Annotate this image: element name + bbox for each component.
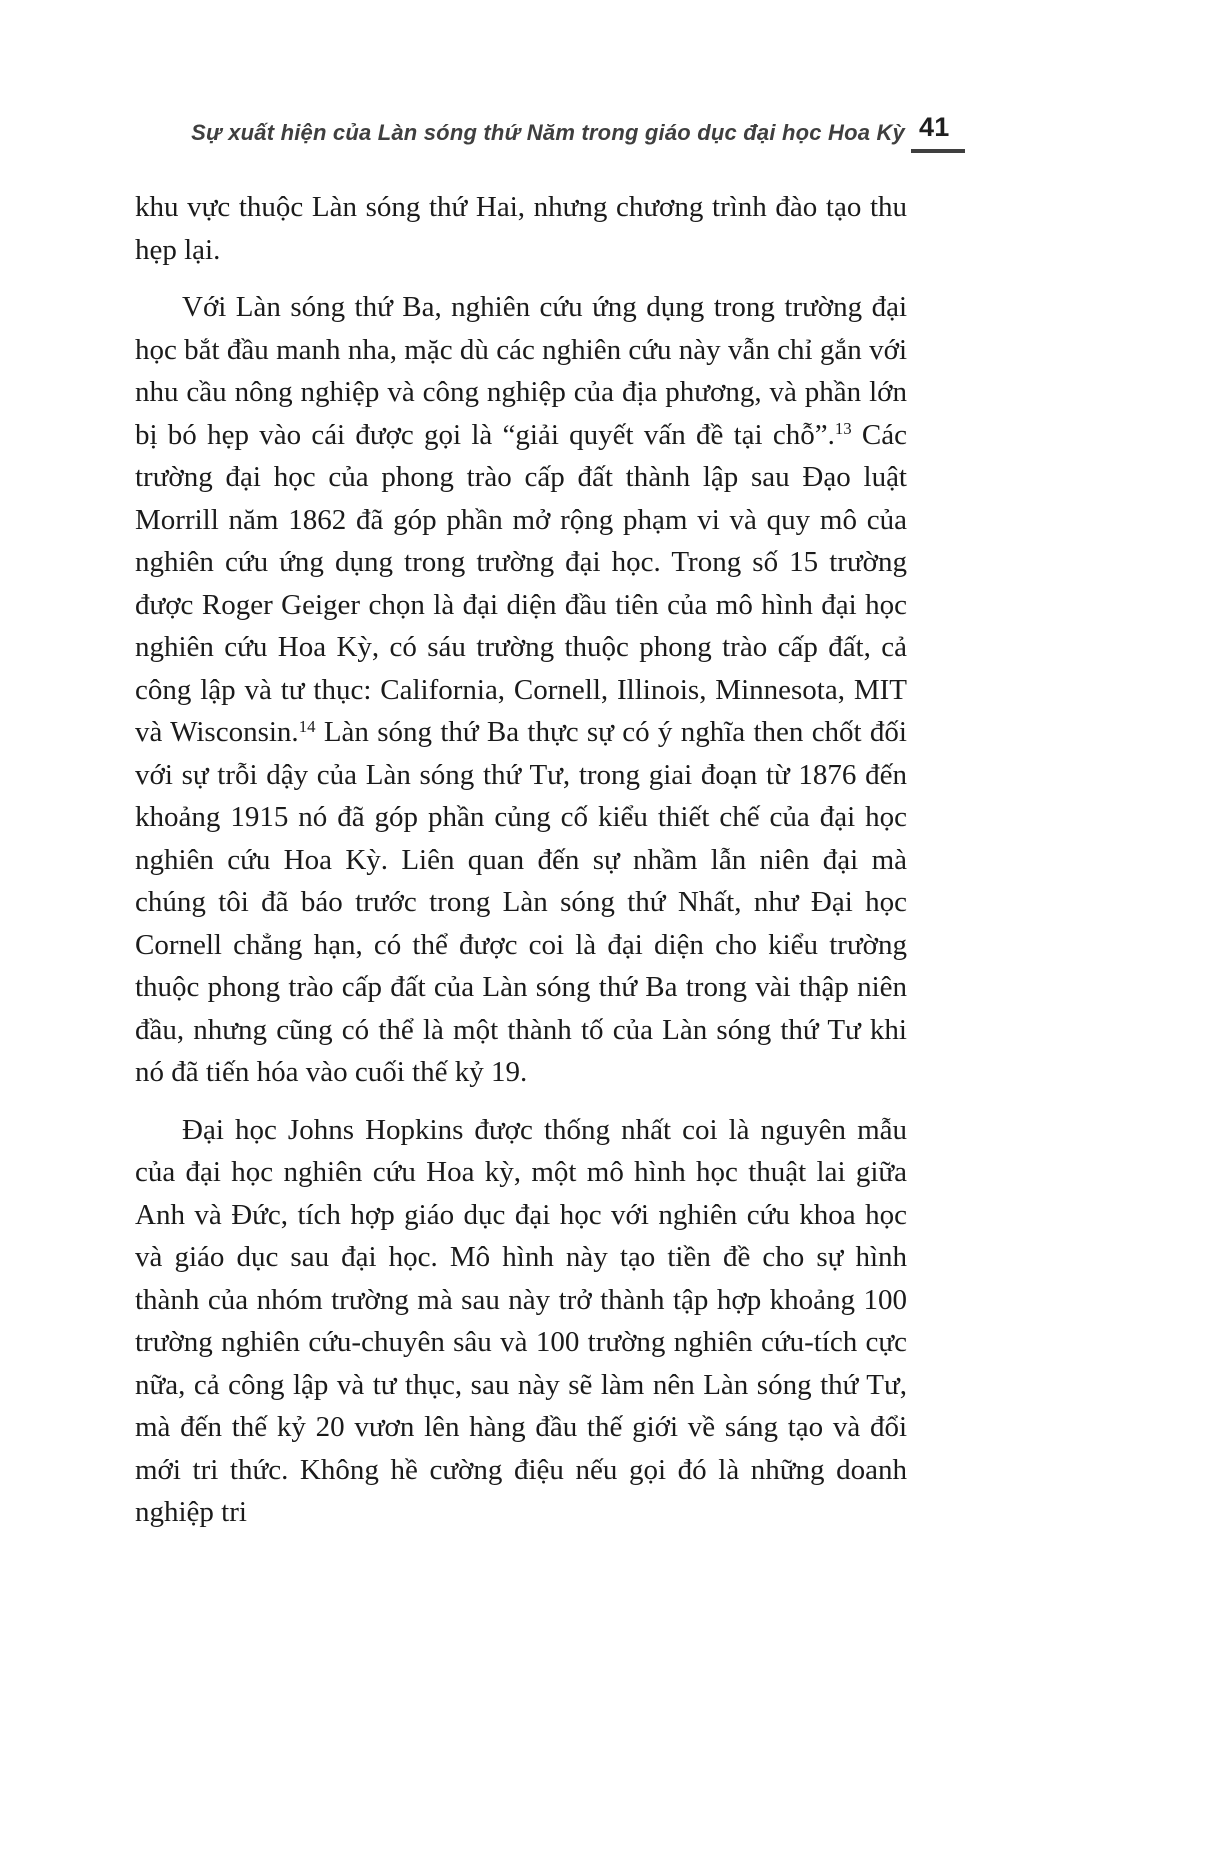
- page-header: [135, 112, 950, 146]
- paragraph-text: Làn sóng thứ Ba thực sự có ý nghĩa then chốt đối với sự trỗi dậy của Làn sóng thứ Tư, trong giai đoạn từ 1876 đến khoảng 1915 nó đã góp phần củng cố kiểu thiết chế của đại học nghiên cứu Hoa Kỳ. Liên quan đến sự nhầm lẫn niên đại mà chúng tôi đã báo trước trong Làn sóng thứ Nhất, như Đại học Cornell chẳng hạn, có thể được coi là đại diện cho kiểu trường thuộc phong trào cấp đất của Làn sóng thứ Ba trong vài thập niên đầu, nhưng cũng có thể là một thành tố của Làn sóng thứ Tư khi nó đã tiến hóa vào cuối thế kỷ 19.: [135, 716, 907, 1088]
- page-number: 41: [911, 114, 965, 153]
- paragraph: Đại học Johns Hopkins được thống nhất coi là nguyên mẫu của đại học nghiên cứu Hoa kỳ, một mô hình học thuật lai giữa Anh và Đức, tích hợp giáo dục đại học với nghiên cứu khoa học và giáo dục sau đại học. Mô hình này tạo tiền đề cho sự hình thành của nhóm trường mà sau này trở thành tập hợp khoảng 100 trường nghiên cứu-chuyên sâu và 100 trường nghiên cứu-tích cực nữa, cả công lập và tư thục, sau này sẽ làm nên Làn sóng thứ Tư, mà đến thế kỷ 20 vươn lên hàng đầu thế giới về sáng tạo và đổi mới tri thức. Không hề cường điệu nếu gọi đó là những doanh nghiệp tri: [135, 1113, 907, 1528]
- paragraph: [135, 286, 907, 1094]
- running-title: Sự xuất hiện của Làn sóng thứ Năm trong giáo dục đại học Hoa Kỳ: [191, 120, 905, 145]
- paragraph-text: Với Làn sóng thứ Ba, nghiên cứu ứng dụng trong trường đại học bắt đầu manh nha, mặc dù các nghiên cứu này vẫn chỉ gắn với nhu cầu nông nghiệp và công nghiệp của địa phương, và phần lớn bị bó hẹp vào cái được gọi là “giải quyết vấn đề tại chỗ”.: [135, 291, 907, 451]
- paragraph: khu vực thuộc Làn sóng thứ Hai, nhưng chương trình đào tạo thu hẹp lại.: [135, 191, 907, 266]
- body-text: [135, 186, 907, 1534]
- footnote-reference: 13: [834, 419, 852, 439]
- footnote-reference: 14: [298, 716, 316, 736]
- paragraph-text: Các trường đại học của phong trào cấp đất thành lập sau Đạo luật Morrill năm 1862 đã góp phần mở rộng phạm vi và quy mô của nghiên cứu ứng dụng trong trường đại học. Trong số 15 trường được Roger Geiger chọn là đại diện đầu tiên của mô hình đại học nghiên cứu Hoa Kỳ, có sáu trường thuộc phong trào cấp đất, cả công lập và tư thục: California, Cornell, Illinois, Minnesota, MIT và Wisconsin.: [135, 418, 907, 748]
